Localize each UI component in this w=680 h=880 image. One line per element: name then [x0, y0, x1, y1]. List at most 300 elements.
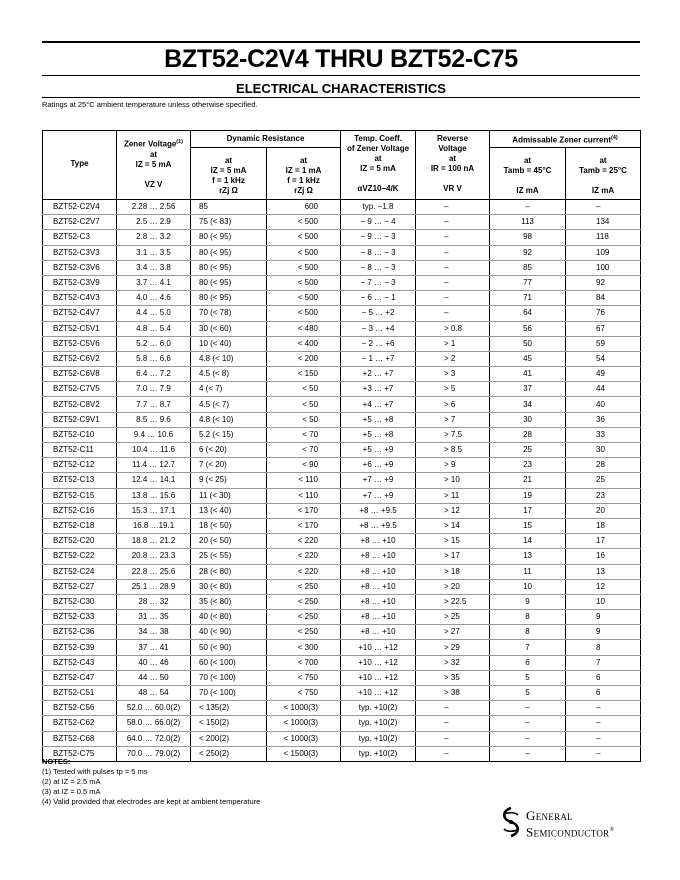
- cell-reverse-voltage: –: [416, 291, 490, 306]
- cell-zener-voltage: 10.4 … 11.6: [117, 443, 191, 458]
- table-row: [43, 488, 641, 503]
- cell-current-25c: –: [566, 701, 641, 716]
- cell-dyn-res-1ma: < 250: [267, 579, 341, 594]
- cell-type: BZT52-C18: [43, 518, 117, 533]
- cell-current-45c: 7: [490, 640, 566, 655]
- cell-dyn-res-5ma: 11 (< 30): [191, 488, 267, 503]
- cell-dyn-res-1ma: < 170: [267, 503, 341, 518]
- cell-reverse-voltage: > 14: [416, 518, 490, 533]
- cell-current-45c: 25: [490, 443, 566, 458]
- table-row: [43, 473, 641, 488]
- cell-zener-voltage: 2.28 … 2.56: [117, 200, 191, 215]
- cell-temp-coeff: typ. +10(2): [341, 746, 416, 761]
- cell-dyn-res-1ma: < 480: [267, 321, 341, 336]
- cell-zener-voltage: 4.4 … 5.0: [117, 306, 191, 321]
- cell-temp-coeff: typ. −1.8: [341, 200, 416, 215]
- cell-current-25c: –: [566, 731, 641, 746]
- cell-temp-coeff: − 8 … − 3: [341, 260, 416, 275]
- cell-dyn-res-1ma: < 200: [267, 351, 341, 366]
- cell-dyn-res-5ma: 30 (< 60): [191, 321, 267, 336]
- cell-current-45c: 13: [490, 549, 566, 564]
- cell-reverse-voltage: –: [416, 260, 490, 275]
- cell-current-25c: 28: [566, 458, 641, 473]
- cell-current-25c: 17: [566, 534, 641, 549]
- cell-type: BZT52-C13: [43, 473, 117, 488]
- cell-dyn-res-5ma: 28 (< 80): [191, 564, 267, 579]
- cell-zener-voltage: 64.0 … 72.0(2): [117, 731, 191, 746]
- cell-current-25c: 23: [566, 488, 641, 503]
- cell-zener-voltage: 4.8 … 5.4: [117, 321, 191, 336]
- cell-temp-coeff: − 2 … +6: [341, 336, 416, 351]
- cell-current-25c: 13: [566, 564, 641, 579]
- cell-reverse-voltage: –: [416, 731, 490, 746]
- cell-zener-voltage: 31 … 35: [117, 610, 191, 625]
- cell-dyn-res-5ma: < 250(2): [191, 746, 267, 761]
- cell-temp-coeff: +4 … +7: [341, 397, 416, 412]
- cell-dyn-res-1ma: < 220: [267, 534, 341, 549]
- table-row: [43, 275, 641, 290]
- table-row: [43, 427, 641, 442]
- cell-temp-coeff: +10 … +12: [341, 670, 416, 685]
- cell-reverse-voltage: > 12: [416, 503, 490, 518]
- cell-dyn-res-1ma: < 500: [267, 291, 341, 306]
- cell-reverse-voltage: > 29: [416, 640, 490, 655]
- logo-mark-icon: [498, 805, 524, 839]
- cell-reverse-voltage: > 32: [416, 655, 490, 670]
- table-row: [43, 260, 641, 275]
- cell-current-25c: 7: [566, 655, 641, 670]
- cell-type: BZT52-C33: [43, 610, 117, 625]
- cell-type: BZT52-C75: [43, 746, 117, 761]
- cell-current-25c: 8: [566, 640, 641, 655]
- cell-temp-coeff: − 8 … − 3: [341, 245, 416, 260]
- logo-wordmark: [526, 808, 614, 839]
- cell-zener-voltage: 22.8 … 25.6: [117, 564, 191, 579]
- cell-dyn-res-1ma: < 50: [267, 382, 341, 397]
- cell-current-45c: 41: [490, 367, 566, 382]
- cell-type: BZT52-C22: [43, 549, 117, 564]
- header-dyn-1ma: at IZ = 1 mA f = 1 kHz rZj Ω: [267, 148, 341, 200]
- table-row: [43, 564, 641, 579]
- table-row: [43, 200, 641, 215]
- cell-temp-coeff: +8 … +10: [341, 625, 416, 640]
- cell-current-25c: –: [566, 716, 641, 731]
- cell-dyn-res-1ma: < 70: [267, 443, 341, 458]
- cell-current-25c: 134: [566, 215, 641, 230]
- cell-temp-coeff: − 5 … +2: [341, 306, 416, 321]
- cell-dyn-res-5ma: 18 (< 50): [191, 518, 267, 533]
- cell-zener-voltage: 9.4 … 10.6: [117, 427, 191, 442]
- cell-dyn-res-1ma: < 1000(3): [267, 716, 341, 731]
- table-row: [43, 549, 641, 564]
- cell-current-45c: 50: [490, 336, 566, 351]
- table-row: [43, 594, 641, 609]
- cell-current-25c: 10: [566, 594, 641, 609]
- cell-zener-voltage: 70.0 … 79.0(2): [117, 746, 191, 761]
- cell-current-45c: 10: [490, 579, 566, 594]
- cell-temp-coeff: +10 … +12: [341, 640, 416, 655]
- header-current-25c: at Tamb = 25°C IZ mA: [566, 148, 641, 200]
- cell-dyn-res-1ma: < 90: [267, 458, 341, 473]
- cell-type: BZT52-C43: [43, 655, 117, 670]
- cell-reverse-voltage: > 5: [416, 382, 490, 397]
- cell-reverse-voltage: > 1: [416, 336, 490, 351]
- cell-dyn-res-5ma: 70 (< 78): [191, 306, 267, 321]
- cell-reverse-voltage: –: [416, 275, 490, 290]
- cell-reverse-voltage: > 8.5: [416, 443, 490, 458]
- cell-current-25c: 118: [566, 230, 641, 245]
- cell-current-25c: 20: [566, 503, 641, 518]
- cell-current-45c: 85: [490, 260, 566, 275]
- cell-reverse-voltage: > 7.5: [416, 427, 490, 442]
- cell-type: BZT52-C20: [43, 534, 117, 549]
- cell-reverse-voltage: > 11: [416, 488, 490, 503]
- cell-dyn-res-1ma: < 500: [267, 230, 341, 245]
- cell-reverse-voltage: > 35: [416, 670, 490, 685]
- cell-temp-coeff: +10 … +12: [341, 655, 416, 670]
- cell-dyn-res-1ma: < 500: [267, 245, 341, 260]
- cell-type: BZT52-C7V5: [43, 382, 117, 397]
- cell-temp-coeff: − 9 … − 4: [341, 215, 416, 230]
- cell-zener-voltage: 37 … 41: [117, 640, 191, 655]
- cell-current-45c: –: [490, 731, 566, 746]
- general-semiconductor-logo: [498, 805, 648, 845]
- cell-dyn-res-5ma: 4 (< 7): [191, 382, 267, 397]
- cell-current-45c: 34: [490, 397, 566, 412]
- table-row: [43, 716, 641, 731]
- cell-type: BZT52-C9V1: [43, 412, 117, 427]
- table-row: [43, 306, 641, 321]
- cell-current-45c: 98: [490, 230, 566, 245]
- logo-registered-mark: ®: [609, 827, 615, 833]
- notes: [42, 757, 260, 807]
- table-body: [43, 200, 641, 762]
- cell-current-45c: 28: [490, 427, 566, 442]
- cell-zener-voltage: 58.0 … 66.0(2): [117, 716, 191, 731]
- cell-dyn-res-1ma: < 110: [267, 473, 341, 488]
- cell-zener-voltage: 3.4 … 3.8: [117, 260, 191, 275]
- cell-current-45c: 64: [490, 306, 566, 321]
- cell-dyn-res-5ma: 40 (< 80): [191, 610, 267, 625]
- cell-reverse-voltage: –: [416, 215, 490, 230]
- cell-dyn-res-1ma: < 1500(3): [267, 746, 341, 761]
- cell-current-45c: 21: [490, 473, 566, 488]
- cell-dyn-res-1ma: < 750: [267, 686, 341, 701]
- cell-current-45c: 23: [490, 458, 566, 473]
- table-row: [43, 625, 641, 640]
- cell-current-25c: –: [566, 200, 641, 215]
- cell-current-45c: 11: [490, 564, 566, 579]
- cell-reverse-voltage: > 10: [416, 473, 490, 488]
- cell-current-45c: 37: [490, 382, 566, 397]
- table-row: [43, 336, 641, 351]
- cell-type: BZT52-C3V9: [43, 275, 117, 290]
- cell-dyn-res-5ma: 75 (< 83): [191, 215, 267, 230]
- cell-temp-coeff: +3 … +7: [341, 382, 416, 397]
- cell-current-25c: 12: [566, 579, 641, 594]
- header-dynamic-resistance: Dynamic Resistance: [191, 131, 341, 148]
- cell-type: BZT52-C39: [43, 640, 117, 655]
- cell-dyn-res-1ma: < 500: [267, 306, 341, 321]
- cell-reverse-voltage: –: [416, 716, 490, 731]
- title-rule: [42, 75, 640, 76]
- table-row: [43, 367, 641, 382]
- cell-type: BZT52-C56: [43, 701, 117, 716]
- cell-temp-coeff: +8 … +9.5: [341, 503, 416, 518]
- cell-zener-voltage: 15.3 … 17.1: [117, 503, 191, 518]
- cell-dyn-res-5ma: 5.2 (< 15): [191, 427, 267, 442]
- cell-zener-voltage: 2.5 … 2.9: [117, 215, 191, 230]
- cell-dyn-res-5ma: 40 (< 90): [191, 625, 267, 640]
- cell-type: BZT52-C10: [43, 427, 117, 442]
- cell-type: BZT52-C2V4: [43, 200, 117, 215]
- cell-type: BZT52-C12: [43, 458, 117, 473]
- cell-current-25c: 84: [566, 291, 641, 306]
- cell-current-45c: 56: [490, 321, 566, 336]
- cell-zener-voltage: 44 … 50: [117, 670, 191, 685]
- cell-zener-voltage: 5.8 … 6.6: [117, 351, 191, 366]
- table-row: [43, 610, 641, 625]
- cell-zener-voltage: 8.5 … 9.6: [117, 412, 191, 427]
- cell-temp-coeff: +7 … +9: [341, 473, 416, 488]
- cell-dyn-res-1ma: < 1000(3): [267, 731, 341, 746]
- cell-zener-voltage: 11.4 … 12.7: [117, 458, 191, 473]
- cell-reverse-voltage: > 7: [416, 412, 490, 427]
- header-zener-voltage: Zener Voltage$^{(1)}$ at IZ = 5 mA VZ V: [117, 131, 191, 200]
- cell-dyn-res-5ma: 85: [191, 200, 267, 215]
- cell-current-45c: –: [490, 746, 566, 761]
- cell-temp-coeff: +8 … +10: [341, 594, 416, 609]
- cell-dyn-res-5ma: 80 (< 95): [191, 275, 267, 290]
- cell-current-45c: 71: [490, 291, 566, 306]
- cell-dyn-res-5ma: 80 (< 95): [191, 245, 267, 260]
- table-row: [43, 397, 641, 412]
- cell-dyn-res-1ma: < 500: [267, 275, 341, 290]
- cell-reverse-voltage: > 17: [416, 549, 490, 564]
- cell-reverse-voltage: > 9: [416, 458, 490, 473]
- cell-dyn-res-1ma: < 1000(3): [267, 701, 341, 716]
- cell-temp-coeff: +8 … +10: [341, 549, 416, 564]
- cell-dyn-res-5ma: 35 (< 80): [191, 594, 267, 609]
- cell-reverse-voltage: –: [416, 701, 490, 716]
- cell-zener-voltage: 16.8 …19.1: [117, 518, 191, 533]
- cell-dyn-res-5ma: 20 (< 50): [191, 534, 267, 549]
- cell-dyn-res-5ma: 4.8 (< 10): [191, 412, 267, 427]
- cell-temp-coeff: +8 … +10: [341, 564, 416, 579]
- header-type: Type: [43, 131, 117, 200]
- cell-type: BZT52-C47: [43, 670, 117, 685]
- table-row: [43, 655, 641, 670]
- cell-current-45c: 113: [490, 215, 566, 230]
- cell-current-25c: –: [566, 746, 641, 761]
- table-row: [43, 534, 641, 549]
- table-row: [43, 518, 641, 533]
- cell-dyn-res-1ma: < 50: [267, 412, 341, 427]
- cell-current-45c: 45: [490, 351, 566, 366]
- cell-dyn-res-1ma: < 500: [267, 260, 341, 275]
- cell-type: BZT52-C15: [43, 488, 117, 503]
- cell-type: BZT52-C24: [43, 564, 117, 579]
- cell-type: BZT52-C4V7: [43, 306, 117, 321]
- cell-current-25c: 16: [566, 549, 641, 564]
- cell-current-45c: 5: [490, 670, 566, 685]
- cell-dyn-res-5ma: < 150(2): [191, 716, 267, 731]
- cell-current-25c: 44: [566, 382, 641, 397]
- cell-dyn-res-5ma: 4.5 (< 8): [191, 367, 267, 382]
- cell-type: BZT52-C51: [43, 686, 117, 701]
- cell-current-45c: 8: [490, 625, 566, 640]
- page-title: BZT52-C2V4 THRU BZT52-C75: [164, 45, 518, 73]
- cell-type: BZT52-C4V3: [43, 291, 117, 306]
- cell-current-25c: 25: [566, 473, 641, 488]
- cell-reverse-voltage: > 0.8: [416, 321, 490, 336]
- cell-current-25c: 100: [566, 260, 641, 275]
- note-item: (4) Valid provided that electrodes are kept at ambient temperature: [42, 797, 261, 806]
- cell-dyn-res-5ma: 70 (< 100): [191, 686, 267, 701]
- table-row: [43, 503, 641, 518]
- characteristics-table: [42, 130, 641, 762]
- cell-zener-voltage: 34 … 38: [117, 625, 191, 640]
- cell-type: BZT52-C36: [43, 625, 117, 640]
- cell-current-45c: 30: [490, 412, 566, 427]
- cell-temp-coeff: +6 … +9: [341, 458, 416, 473]
- ratings-note: Ratings at 25°C ambient temperature unless otherwise specified.: [42, 100, 258, 109]
- cell-zener-voltage: 3.7 … 4.1: [117, 275, 191, 290]
- cell-type: BZT52-C3V6: [43, 260, 117, 275]
- table-row: [43, 670, 641, 685]
- notes-title: NOTES:: [42, 757, 71, 766]
- cell-type: BZT52-C6V2: [43, 351, 117, 366]
- table-row: [43, 382, 641, 397]
- cell-current-25c: 59: [566, 336, 641, 351]
- cell-temp-coeff: − 1 … +7: [341, 351, 416, 366]
- cell-temp-coeff: − 7 … − 3: [341, 275, 416, 290]
- cell-dyn-res-5ma: < 200(2): [191, 731, 267, 746]
- cell-dyn-res-5ma: 30 (< 80): [191, 579, 267, 594]
- cell-reverse-voltage: > 27: [416, 625, 490, 640]
- cell-current-45c: 17: [490, 503, 566, 518]
- cell-current-25c: 109: [566, 245, 641, 260]
- cell-current-25c: 67: [566, 321, 641, 336]
- cell-zener-voltage: 28 … 32: [117, 594, 191, 609]
- cell-type: BZT52-C62: [43, 716, 117, 731]
- cell-current-45c: 14: [490, 534, 566, 549]
- cell-dyn-res-1ma: < 220: [267, 564, 341, 579]
- cell-reverse-voltage: –: [416, 306, 490, 321]
- cell-current-45c: 9: [490, 594, 566, 609]
- header-dyn-5ma: at IZ = 5 mA f = 1 kHz rZj Ω: [191, 148, 267, 200]
- logo-line-2: Semiconductor: [526, 824, 610, 840]
- note-item: (3) at IZ = 0.5 mA: [42, 787, 101, 796]
- cell-zener-voltage: 25.1 … 28.9: [117, 579, 191, 594]
- table-row: [43, 230, 641, 245]
- table-row: [43, 321, 641, 336]
- cell-dyn-res-1ma: < 750: [267, 670, 341, 685]
- cell-current-45c: 92: [490, 245, 566, 260]
- cell-current-45c: –: [490, 716, 566, 731]
- cell-zener-voltage: 7.0 … 7.9: [117, 382, 191, 397]
- cell-dyn-res-5ma: 60 (< 100): [191, 655, 267, 670]
- cell-current-45c: 6: [490, 655, 566, 670]
- cell-current-25c: 6: [566, 686, 641, 701]
- cell-zener-voltage: 4.0 … 4.6: [117, 291, 191, 306]
- cell-type: BZT52-C16: [43, 503, 117, 518]
- cell-current-45c: –: [490, 701, 566, 716]
- cell-dyn-res-1ma: < 250: [267, 610, 341, 625]
- cell-type: BZT52-C6V8: [43, 367, 117, 382]
- cell-temp-coeff: +8 … +10: [341, 579, 416, 594]
- table-row: [43, 640, 641, 655]
- cell-current-25c: 36: [566, 412, 641, 427]
- cell-reverse-voltage: –: [416, 746, 490, 761]
- note-item: (2) at IZ = 2.5 mA: [42, 777, 101, 786]
- cell-dyn-res-1ma: < 300: [267, 640, 341, 655]
- cell-type: BZT52-C27: [43, 579, 117, 594]
- cell-temp-coeff: +7 … +9: [341, 488, 416, 503]
- cell-dyn-res-5ma: 10 (< 40): [191, 336, 267, 351]
- table-row: [43, 412, 641, 427]
- cell-dyn-res-5ma: 4.8 (< 10): [191, 351, 267, 366]
- cell-temp-coeff: +5 … +8: [341, 412, 416, 427]
- cell-reverse-voltage: > 18: [416, 564, 490, 579]
- cell-dyn-res-1ma: < 500: [267, 215, 341, 230]
- cell-dyn-res-5ma: 13 (< 40): [191, 503, 267, 518]
- cell-temp-coeff: +2 … +7: [341, 367, 416, 382]
- cell-temp-coeff: +5 … +9: [341, 443, 416, 458]
- cell-dyn-res-5ma: 25 (< 55): [191, 549, 267, 564]
- cell-zener-voltage: 48 … 54: [117, 686, 191, 701]
- cell-dyn-res-1ma: < 110: [267, 488, 341, 503]
- cell-zener-voltage: 7.7 … 8.7: [117, 397, 191, 412]
- cell-type: BZT52-C30: [43, 594, 117, 609]
- cell-dyn-res-5ma: 50 (< 90): [191, 640, 267, 655]
- cell-reverse-voltage: –: [416, 245, 490, 260]
- cell-type: BZT52-C11: [43, 443, 117, 458]
- cell-current-25c: 9: [566, 610, 641, 625]
- cell-dyn-res-5ma: < 135(2): [191, 701, 267, 716]
- cell-dyn-res-1ma: < 150: [267, 367, 341, 382]
- cell-current-25c: 40: [566, 397, 641, 412]
- cell-zener-voltage: 18.8 … 21.2: [117, 534, 191, 549]
- table-row: [43, 731, 641, 746]
- cell-dyn-res-1ma: < 70: [267, 427, 341, 442]
- cell-reverse-voltage: > 22.5: [416, 594, 490, 609]
- table-row: [43, 701, 641, 716]
- section-title: ELECTRICAL CHARACTERISTICS: [236, 81, 446, 96]
- header-admissable-current: Admissable Zener current$^{(4)}$: [490, 131, 641, 148]
- cell-zener-voltage: 5.2 … 6.0: [117, 336, 191, 351]
- cell-current-25c: 6: [566, 670, 641, 685]
- cell-dyn-res-1ma: < 700: [267, 655, 341, 670]
- cell-dyn-res-1ma: < 220: [267, 549, 341, 564]
- cell-dyn-res-1ma: 600: [267, 200, 341, 215]
- cell-dyn-res-5ma: 80 (< 95): [191, 291, 267, 306]
- cell-type: BZT52-C5V6: [43, 336, 117, 351]
- table-row: [43, 443, 641, 458]
- cell-current-25c: 33: [566, 427, 641, 442]
- cell-current-45c: 19: [490, 488, 566, 503]
- cell-current-25c: 49: [566, 367, 641, 382]
- cell-dyn-res-1ma: < 50: [267, 397, 341, 412]
- table-row: [43, 245, 641, 260]
- cell-temp-coeff: − 6 … − 1: [341, 291, 416, 306]
- cell-reverse-voltage: > 38: [416, 686, 490, 701]
- cell-current-25c: 92: [566, 275, 641, 290]
- cell-type: BZT52-C2V7: [43, 215, 117, 230]
- cell-type: BZT52-C3: [43, 230, 117, 245]
- cell-current-45c: 15: [490, 518, 566, 533]
- cell-dyn-res-5ma: 80 (< 95): [191, 260, 267, 275]
